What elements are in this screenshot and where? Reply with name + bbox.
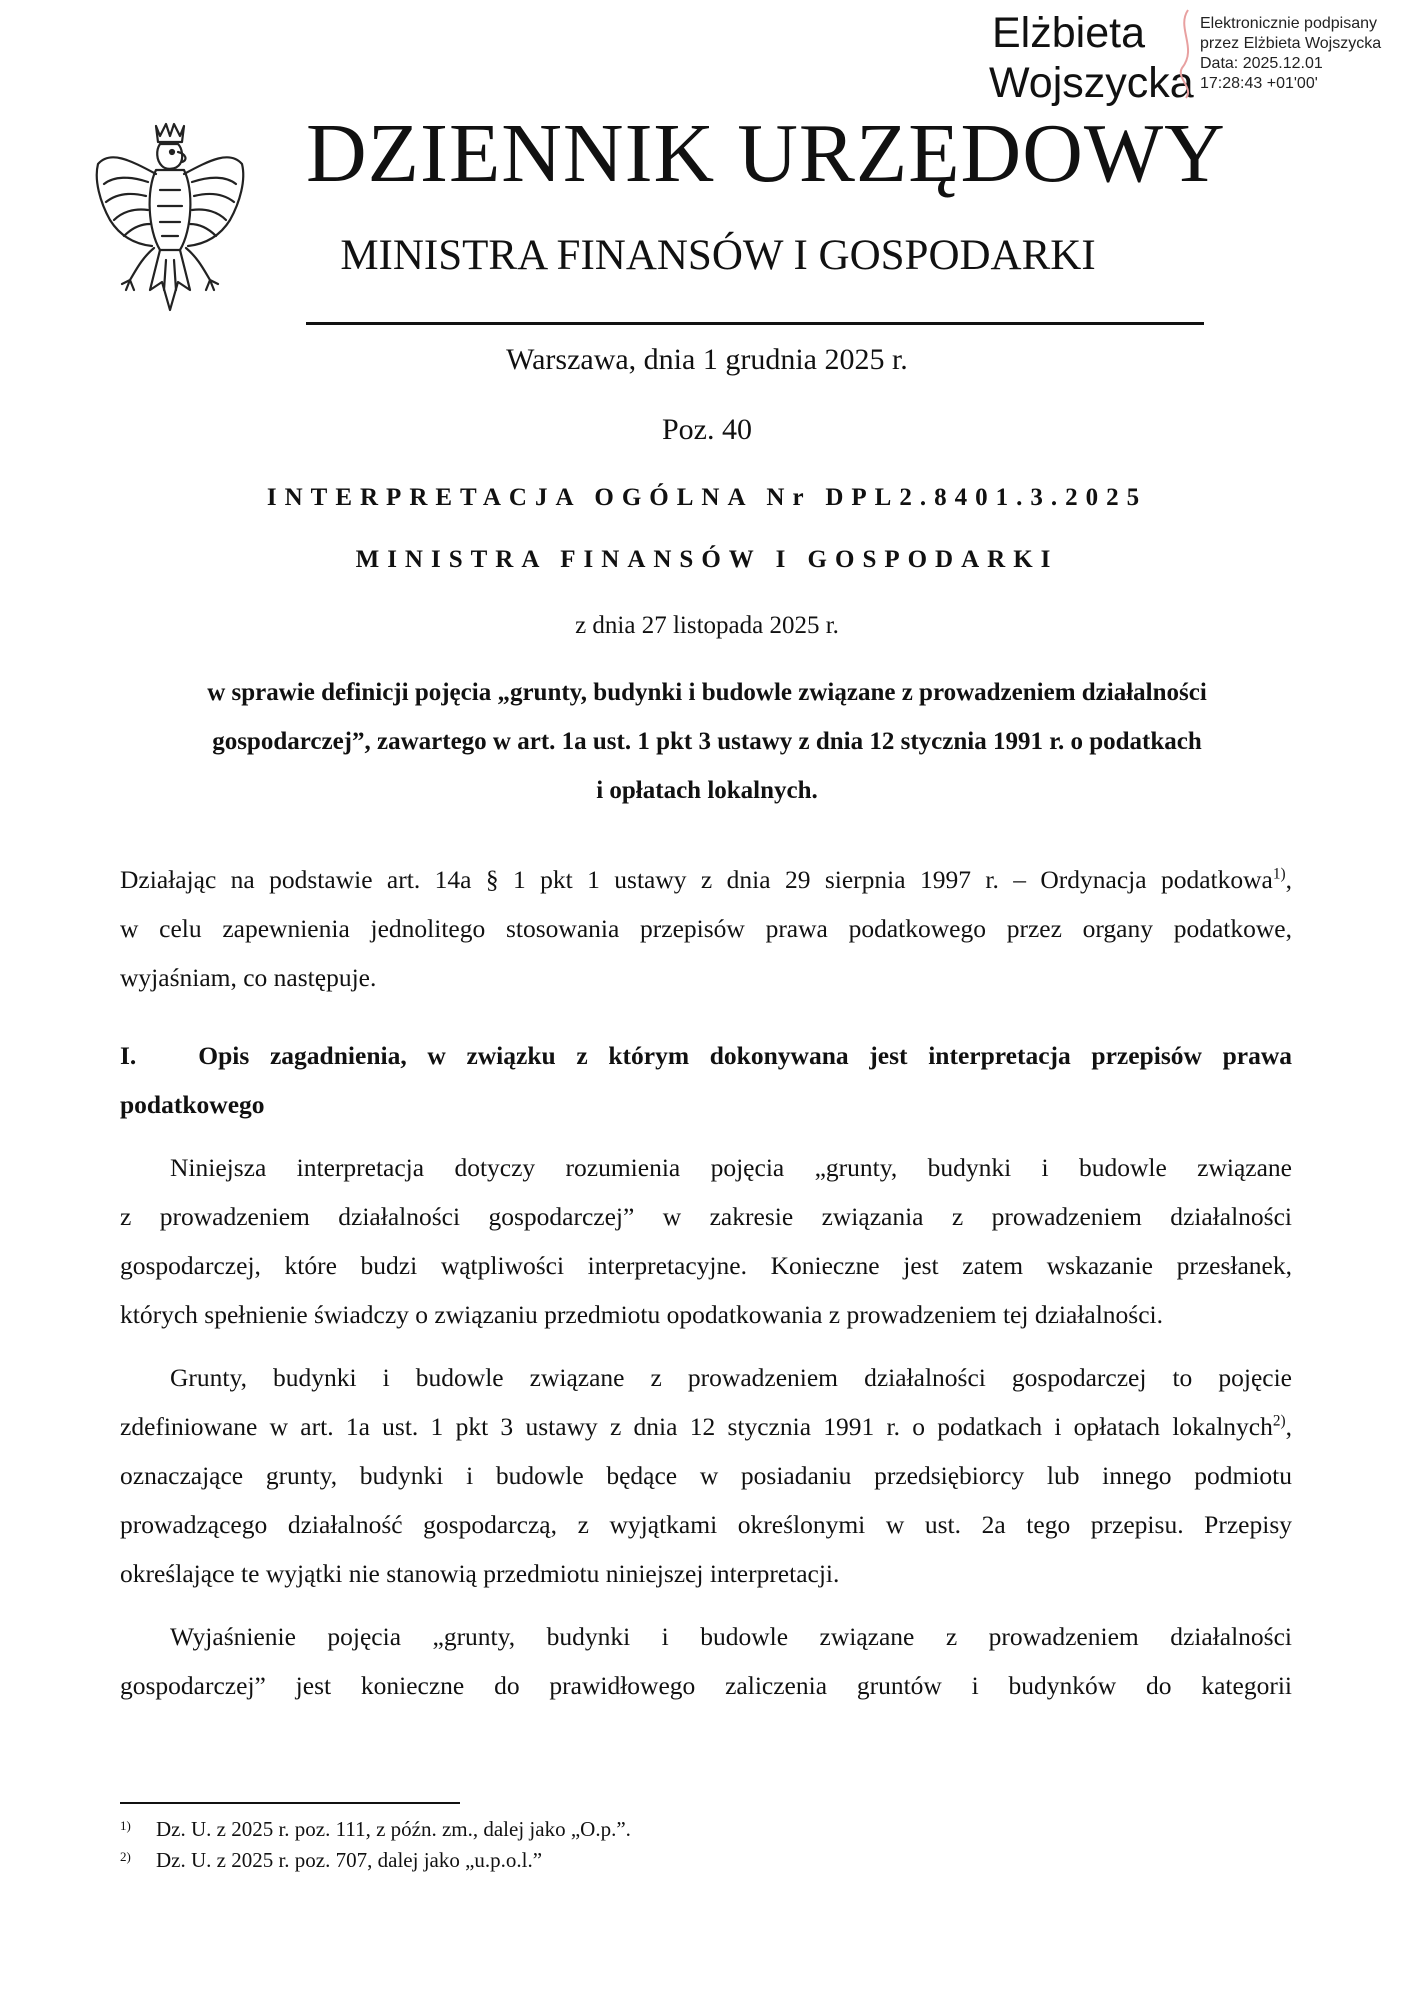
paragraph-line: prowadzącego działalność gospodarczą, z wyjątkami określonymi w ust. 2a tego przepisu. Przepisy: [120, 1510, 1292, 1539]
document-subject: [120, 668, 1294, 815]
place-date: Warszawa, dnia 1 grudnia 2025 r.: [506, 343, 908, 376]
signature-name-line1: Elżbieta: [992, 9, 1145, 57]
paragraph-line: Grunty, budynki i budowle związane z prowadzeniem działalności gospodarczej to pojęcie: [170, 1363, 1292, 1392]
masthead-rule: [306, 322, 1204, 325]
paragraph-line: oznaczające grunty, budynki i budowle będące w posiadaniu przedsiębiorcy lub innego podmiotu: [120, 1461, 1292, 1490]
paragraph-line: gospodarczej, które budzi wątpliwości interpretacyjne. Konieczne jest zatem wskazanie przesłanek,: [120, 1251, 1292, 1280]
paragraph-line: zdefiniowane w art. 1a ust. 1 pkt 3 ustawy z dnia 12 stycznia 1991 r. o podatkach i opłatach lokalnych$^{2)}$,: [120, 1412, 1292, 1441]
position-number: Poz. 40: [662, 413, 752, 446]
intro-paragraph: [120, 855, 1292, 1002]
footnote-mark: 2): [120, 1849, 131, 1864]
paragraph-line: z prowadzeniem działalności gospodarczej” w zakresie związania z prowadzeniem działalności: [120, 1202, 1292, 1231]
signature-detail-3: Data: 2025.12.01: [1200, 55, 1323, 72]
intro-line-3: wyjaśniam, co następuje.: [120, 963, 377, 992]
paragraph-line: określające te wyjątki nie stanowią przedmiotu niniejszej interpretacji.: [120, 1559, 840, 1588]
footnote-ref[interactable]: 2): [1272, 1412, 1286, 1430]
subject-line: w sprawie definicji pojęcia „grunty, budynki i budowle związane z prowadzeniem działalności: [207, 679, 1207, 706]
section-heading: [120, 1031, 1292, 1129]
subject-line: gospodarczej”, zawartego w art. 1a ust. 1 pkt 3 ustawy z dnia 12 stycznia 1991 r. o podatkach: [212, 728, 1202, 755]
masthead-title: DZIENNIK URZĘDOWY: [306, 107, 1226, 200]
polish-eagle-emblem-icon: [90, 120, 250, 325]
signature-details: [1200, 14, 1381, 94]
paragraph-line: których spełnienie świadczy o związaniu przedmiotu opodatkowania z prowadzeniem tej działalności.: [120, 1300, 1163, 1329]
signature-name: [989, 8, 1194, 108]
intro-line-1: Działając na podstawie art. 14a § 1 pkt 1 ustawy z dnia 29 sierpnia 1997 r. – Ordynacja podatkowa$^{1)}$,: [120, 865, 1292, 894]
paragraph-line: Wyjaśnienie pojęcia „grunty, budynki i budowle związane z prowadzeniem działalności: [170, 1622, 1292, 1651]
footnote-ref[interactable]: 1): [1272, 865, 1286, 883]
document-date: z dnia 27 listopada 2025 r.: [575, 612, 839, 639]
issuer: MINISTRA FINANSÓW I GOSPODARKI: [355, 546, 1059, 573]
paragraph-line: Niniejsza interpretacja dotyczy rozumienia pojęcia „grunty, budynki i budowle związane: [170, 1153, 1292, 1182]
section-heading-line-1: I. Opis zagadnienia, w związku z którym dokonywana jest interpretacja przepisów prawa: [120, 1041, 1292, 1070]
paragraph-2: [120, 1353, 1292, 1598]
paragraph-3: [120, 1612, 1292, 1710]
signature-detail-2: przez Elżbieta Wojszycka: [1200, 35, 1382, 52]
intro-line-2: w celu zapewnienia jednolitego stosowania przepisów prawa podatkowego przez organy podatkowe,: [120, 914, 1292, 943]
paragraph-1: [120, 1143, 1292, 1339]
signature-detail-4: 17:28:43 +01'00': [1200, 75, 1318, 92]
footnote-text: Dz. U. z 2025 r. poz. 707, dalej jako „u.p.o.l.”: [156, 1848, 543, 1872]
section-heading-line-2: podatkowego: [120, 1090, 265, 1119]
footnote-1: [120, 1812, 631, 1843]
footnote-separator: [120, 1802, 460, 1804]
document-title: INTERPRETACJA OGÓLNA Nr DPL2.8401.3.2025: [266, 484, 1148, 511]
masthead-subtitle: MINISTRA FINANSÓW I GOSPODARKI: [340, 232, 1096, 279]
footnote-2: [120, 1843, 631, 1874]
footnote-text: Dz. U. z 2025 r. poz. 111, z późn. zm., dalej jako „O.p.”.: [156, 1817, 631, 1841]
signature-name-line2: Wojszycka: [989, 59, 1194, 107]
paragraph-line: gospodarczej” jest konieczne do prawidłowego zaliczenia gruntów i budynków do kategorii: [120, 1671, 1292, 1700]
footnote-mark: 1): [120, 1818, 131, 1833]
signature-detail-1: Elektronicznie podpisany: [1200, 15, 1377, 32]
footnotes: [120, 1812, 631, 1874]
subject-line: i opłatach lokalnych.: [596, 777, 818, 804]
